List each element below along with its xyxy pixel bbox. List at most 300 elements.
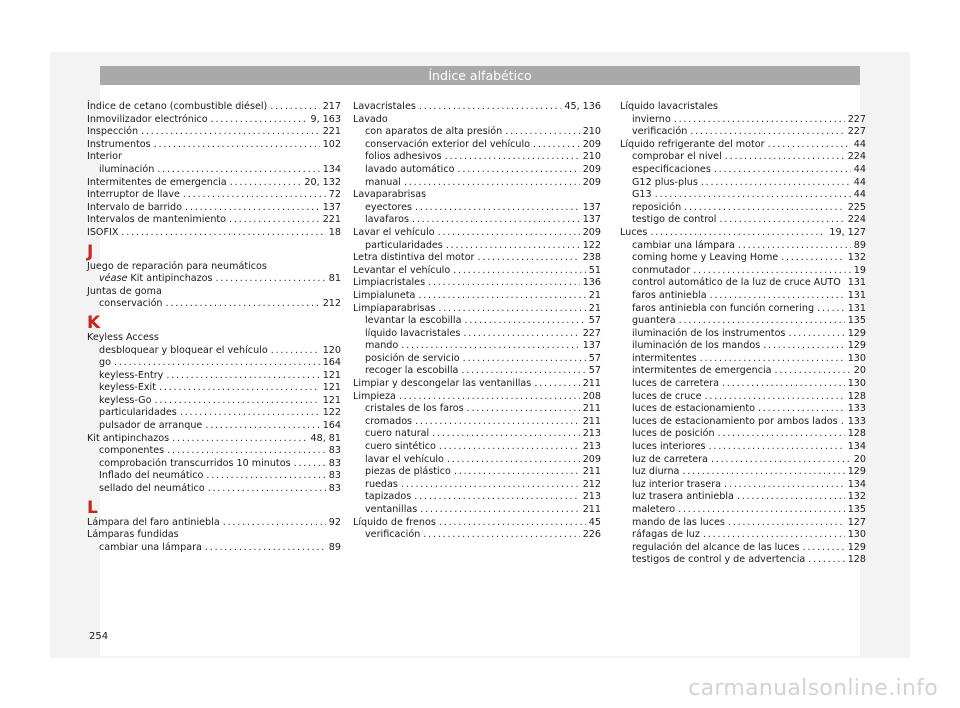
dot-leader	[844, 277, 845, 290]
page-reference[interactable]: 21	[588, 289, 601, 301]
index-entry	[87, 151, 341, 164]
index-subentry	[87, 420, 341, 433]
entry-term: Keyless Access	[87, 331, 159, 343]
dot-leader	[159, 382, 320, 395]
page-reference[interactable]: 224	[847, 214, 866, 226]
page-reference[interactable]: 164	[322, 420, 341, 432]
dot-leader	[167, 445, 326, 458]
entry-term: levantar la escobilla	[365, 315, 462, 327]
entry-term: luces de cruce	[632, 390, 702, 402]
entry-term: Lavacristales	[353, 101, 416, 112]
index-column-1	[87, 101, 341, 554]
dot-leader	[463, 328, 579, 341]
entry-term: keyless-Exit	[99, 382, 156, 394]
page-reference[interactable]: 134	[322, 163, 341, 175]
entry-term: Kit antipinchazos	[87, 432, 170, 444]
entry-term: particularidades	[365, 239, 443, 251]
index-subentry	[87, 395, 341, 408]
entry-term-text: Kit antipinchazos	[127, 273, 213, 285]
index-entry	[353, 517, 601, 530]
index-subentry	[353, 353, 601, 366]
page-reference[interactable]: 221	[322, 126, 341, 138]
index-subentry	[620, 466, 866, 479]
index-subentry	[87, 370, 341, 383]
page-reference[interactable]: 92	[328, 516, 341, 528]
index-subentry	[353, 202, 601, 215]
dot-leader	[674, 114, 845, 127]
page-reference[interactable]: 83	[328, 470, 341, 482]
dot-leader	[719, 214, 844, 227]
page-reference[interactable]: 212	[322, 298, 341, 310]
index-entry	[87, 189, 341, 202]
index-entry	[353, 101, 601, 114]
entry-term: Intermitentes de emergencia	[87, 176, 227, 188]
entry-term: verificación	[365, 529, 421, 541]
page-reference[interactable]: 44	[853, 189, 866, 201]
page-reference[interactable]: 227	[847, 113, 866, 125]
entry-term: cromados	[365, 415, 413, 427]
see-reference: véase	[99, 273, 128, 285]
entry-term: iluminación de los instrumentos	[632, 327, 786, 339]
dot-leader	[775, 365, 851, 378]
index-subentry	[87, 382, 341, 395]
dot-leader	[412, 214, 580, 227]
dot-leader	[714, 164, 851, 177]
dot-leader	[271, 345, 320, 358]
index-subentry	[620, 428, 866, 441]
dot-leader	[682, 466, 844, 479]
entry-term: posición de servicio	[365, 352, 460, 364]
index-subentry	[620, 554, 866, 567]
dot-leader	[763, 340, 844, 353]
dot-leader	[711, 454, 851, 467]
entry-term: testigo de control	[632, 214, 717, 226]
dot-leader	[185, 202, 320, 215]
page-reference[interactable]: 238	[582, 252, 601, 264]
index-subentry	[620, 240, 866, 253]
dot-leader	[718, 428, 845, 441]
page-reference[interactable]: 226	[582, 529, 601, 541]
page-reference[interactable]: 134	[847, 441, 866, 453]
index-entry	[353, 391, 601, 404]
page-reference[interactable]: 48, 81	[310, 432, 341, 444]
index-subentry	[87, 273, 341, 286]
entry-term: Lavar el vehículo	[353, 226, 435, 238]
entry-term: Líquido refrigerante del motor	[620, 138, 765, 150]
entry-term: lavado automático	[365, 163, 455, 175]
page-reference[interactable]: 9, 163	[310, 113, 341, 125]
entry-term: mando	[365, 340, 399, 352]
page-reference[interactable]: 211	[582, 415, 601, 427]
page-reference[interactable]: 130	[847, 352, 866, 364]
page-reference[interactable]: 44	[853, 138, 866, 150]
dot-leader	[154, 395, 319, 408]
page-reference[interactable]: 212	[582, 478, 601, 490]
entry-term: luces de estacionamiento	[632, 403, 755, 415]
index-entry	[87, 261, 341, 274]
dot-leader	[679, 315, 845, 328]
index-subentry	[353, 240, 601, 253]
index-entry	[87, 529, 341, 542]
page-reference[interactable]: 45, 136	[564, 101, 601, 112]
page-reference[interactable]: 211	[582, 504, 601, 515]
index-subentry	[353, 466, 601, 479]
entry-term: Juego de reparación para neumáticos	[87, 260, 267, 272]
dot-leader	[788, 328, 844, 341]
page-reference[interactable]: 132	[847, 252, 866, 264]
entry-term: invierno	[632, 113, 671, 125]
dot-leader	[205, 542, 326, 555]
dot-leader	[453, 265, 586, 278]
entry-term: Lámpara del faro antiniebla	[87, 516, 220, 528]
index-entry	[87, 433, 341, 446]
page-reference[interactable]: 122	[582, 239, 601, 251]
dot-leader	[216, 273, 326, 286]
page-reference[interactable]: 83	[328, 457, 341, 469]
page-reference[interactable]: 213	[582, 441, 601, 453]
index-subentry	[620, 403, 866, 416]
entry-term: Índice de cetano (combustible diésel)	[87, 101, 268, 112]
entry-term: Lavaparabrisas	[353, 189, 427, 201]
page-reference[interactable]: 20	[853, 365, 866, 377]
index-subentry	[353, 139, 601, 152]
dot-leader	[166, 298, 320, 311]
dot-leader	[211, 114, 308, 127]
entry-term: desbloquear y bloquear el vehículo	[99, 344, 268, 356]
dot-leader	[157, 164, 319, 177]
page-reference[interactable]: 227	[847, 126, 866, 138]
index-subentry	[620, 504, 866, 517]
entry-term: control automático de la luz de cruce AUTO	[632, 277, 841, 289]
index-subentry	[353, 491, 601, 504]
entry-term: keyless-Go	[99, 394, 152, 406]
entry-term: Levantar el vehículo	[353, 264, 451, 276]
page-reference[interactable]: 136	[582, 277, 601, 289]
page-reference[interactable]: 131	[847, 289, 866, 301]
index-subentry	[87, 164, 341, 177]
entry-term: cambiar una lámpara	[632, 239, 735, 251]
index-subentry	[87, 357, 341, 370]
page-reference[interactable]: 209	[582, 163, 601, 175]
dot-leader	[690, 126, 844, 139]
index-subentry	[620, 265, 866, 278]
index-entry	[87, 126, 341, 139]
entry-term: coming home y Leaving Home	[632, 252, 779, 264]
page-reference[interactable]: 57	[588, 365, 601, 377]
dot-leader	[803, 542, 845, 555]
index-subentry	[620, 151, 866, 164]
page-reference[interactable]: 210	[582, 126, 601, 138]
dot-leader	[399, 391, 580, 404]
dot-leader	[781, 252, 844, 265]
page-reference[interactable]: 81	[328, 273, 341, 285]
page-reference[interactable]: 129	[847, 340, 866, 352]
entry-term: particularidades	[99, 407, 177, 419]
entry-term: luz interior trasera	[632, 478, 722, 490]
entry-term: Juntas de goma	[87, 285, 162, 297]
page-reference[interactable]: 225	[847, 201, 866, 213]
dot-leader	[415, 416, 580, 429]
page-reference[interactable]: 135	[847, 315, 866, 327]
index-subentry	[620, 491, 866, 504]
page-reference[interactable]: 135	[847, 504, 866, 515]
entry-term: Lámparas fundidas	[87, 529, 179, 541]
index-subentry	[620, 340, 866, 353]
dot-leader	[768, 139, 851, 152]
index-entry	[353, 265, 601, 278]
entry-term: guantera	[632, 315, 676, 327]
index-subentry	[620, 391, 866, 404]
page-reference[interactable]: 164	[322, 357, 341, 369]
page-reference[interactable]: 131	[847, 277, 866, 289]
index-entry	[353, 303, 601, 316]
index-entry	[87, 202, 341, 215]
dot-leader	[817, 303, 845, 316]
entry-term: intermitentes de emergencia	[632, 365, 772, 377]
dot-leader	[505, 126, 579, 139]
index-subentry	[353, 315, 601, 328]
page-reference[interactable]: 137	[582, 340, 601, 352]
index-subentry	[620, 353, 866, 366]
dot-leader	[420, 504, 579, 517]
entry-term: Intervalo de barrido	[87, 201, 183, 213]
entry-term: sellado del neumático	[99, 483, 205, 495]
page-reference[interactable]: 20, 132	[304, 176, 341, 188]
page-reference[interactable]: 89	[328, 541, 341, 553]
index-entry	[353, 189, 601, 202]
page-reference[interactable]: 137	[582, 201, 601, 213]
page-reference[interactable]: 137	[582, 214, 601, 226]
entry-term: comprobación transcurridos 10 minutos	[99, 457, 291, 469]
entry-term: luces de carretera	[632, 378, 720, 390]
page-reference[interactable]: 57	[588, 315, 601, 327]
dot-leader	[414, 491, 579, 504]
entry-term: lavafaros	[365, 214, 409, 226]
page-reference[interactable]: 227	[582, 327, 601, 339]
dot-leader	[223, 517, 326, 530]
dot-leader	[419, 101, 562, 114]
page-reference[interactable]: 209	[582, 226, 601, 238]
page-reference[interactable]: 129	[847, 466, 866, 478]
index-subentry	[87, 458, 341, 471]
index-subentry	[353, 177, 601, 190]
dot-leader	[208, 483, 326, 496]
page-reference[interactable]: 121	[322, 369, 341, 381]
page-reference[interactable]: 129	[847, 541, 866, 553]
dot-leader	[428, 277, 580, 290]
page-reference[interactable]: 19	[853, 264, 866, 276]
dot-leader	[121, 227, 325, 240]
page-reference[interactable]: 211	[582, 466, 601, 478]
index-entry	[87, 139, 341, 152]
index-subentry	[87, 407, 341, 420]
dot-leader	[438, 227, 580, 240]
index-subentry	[620, 164, 866, 177]
entry-term: luz trasera antiniebla	[632, 491, 734, 503]
index-entry	[87, 517, 341, 530]
index-subentry	[87, 345, 341, 358]
page-reference[interactable]: 127	[847, 516, 866, 528]
index-subentry	[353, 403, 601, 416]
index-column-2	[353, 101, 601, 542]
page-reference[interactable]: 21	[588, 302, 601, 314]
page-reference[interactable]: 133	[847, 403, 866, 415]
dot-leader	[432, 428, 579, 441]
entry-term: ráfagas de luz	[632, 529, 700, 541]
page-reference[interactable]: 134	[847, 478, 866, 490]
entry-term: Luces	[620, 226, 648, 238]
index-subentry	[620, 277, 866, 290]
entry-term: luces de estacionamiento por ambos lados	[632, 415, 838, 427]
dot-leader	[461, 365, 585, 378]
page-reference[interactable]: 44	[853, 176, 866, 188]
page-reference[interactable]: 133	[847, 415, 866, 427]
dot-leader	[172, 433, 307, 446]
page-reference[interactable]: 128	[847, 428, 866, 440]
index-subentry	[87, 483, 341, 496]
page-reference[interactable]: 208	[582, 390, 601, 402]
page-reference[interactable]: 209	[582, 176, 601, 188]
entry-term: luces de posición	[632, 428, 715, 440]
page-reference[interactable]: 209	[582, 138, 601, 150]
page-reference[interactable]: 132	[847, 491, 866, 503]
index-subentry	[620, 290, 866, 303]
entry-term: tapizados	[365, 491, 412, 503]
entry-term: iluminación de los mandos	[632, 340, 761, 352]
page-reference[interactable]: 102	[322, 138, 341, 150]
index-subentry	[87, 298, 341, 311]
index-subentry	[620, 441, 866, 454]
dot-leader	[445, 151, 580, 164]
page-reference[interactable]: 83	[328, 483, 341, 495]
index-subentry	[353, 151, 601, 164]
page-reference[interactable]: 44	[853, 163, 866, 175]
dot-leader	[183, 189, 326, 202]
dot-leader	[534, 378, 579, 391]
index-entry	[87, 214, 341, 227]
dot-leader	[738, 240, 851, 253]
page-reference[interactable]: 217	[322, 101, 341, 112]
entry-term: especificaciones	[632, 163, 711, 175]
dot-leader	[438, 303, 585, 316]
entry-term: maletero	[632, 504, 676, 515]
entry-term: ventanillas	[365, 504, 418, 515]
dot-leader	[423, 529, 579, 542]
entry-term: luces interiores	[632, 441, 706, 453]
entry-term: lavar el vehículo	[365, 453, 444, 465]
page-reference[interactable]: 213	[582, 428, 601, 440]
section-letter: J	[87, 241, 94, 262]
index-entry	[87, 114, 341, 127]
index-subentry	[353, 365, 601, 378]
page-reference[interactable]: 221	[322, 214, 341, 226]
entry-term: keyless-Entry	[99, 369, 164, 381]
page-reference[interactable]: 122	[322, 407, 341, 419]
index-subentry	[353, 479, 601, 492]
dot-leader	[141, 126, 320, 139]
index-entry	[353, 277, 601, 290]
page-reference[interactable]: 89	[853, 239, 866, 251]
dot-leader	[705, 391, 845, 404]
page-reference[interactable]: 51	[588, 264, 601, 276]
entry-term: luz de carretera	[632, 453, 708, 465]
page-reference[interactable]: 45	[588, 516, 601, 528]
page-reference[interactable]: 120	[322, 344, 341, 356]
dot-leader	[154, 139, 320, 152]
dot-leader	[447, 454, 580, 467]
dot-leader	[722, 378, 845, 391]
entry-term: Interior	[87, 151, 122, 163]
entry-term: conservación	[99, 298, 163, 310]
page-reference[interactable]: 131	[847, 302, 866, 314]
dot-leader	[655, 189, 851, 202]
index-subentry	[353, 529, 601, 542]
page-reference[interactable]: 137	[322, 201, 341, 213]
entry-term: Limpiacristales	[353, 277, 426, 289]
dot-leader	[703, 529, 845, 542]
index-subentry	[620, 214, 866, 227]
index-column-3	[620, 101, 866, 567]
page-reference[interactable]: 121	[322, 382, 341, 394]
dot-leader	[678, 504, 845, 517]
page-reference[interactable]: 209	[582, 453, 601, 465]
index-entry	[620, 139, 866, 152]
page-reference[interactable]: 72	[328, 189, 341, 201]
page-reference[interactable]: 211	[582, 378, 601, 390]
entry-term: Instrumentos	[87, 138, 151, 150]
page-reference[interactable]: 211	[582, 403, 601, 415]
dot-leader	[684, 202, 845, 215]
page-reference[interactable]: 128	[847, 390, 866, 402]
page-reference[interactable]: 129	[847, 327, 866, 339]
page-reference[interactable]: 224	[847, 151, 866, 163]
index-subentry	[620, 126, 866, 139]
index-entry	[353, 290, 601, 303]
entry-term: Letra distintiva del motor	[353, 252, 475, 264]
page-reference[interactable]: 57	[588, 352, 601, 364]
entry-term: ruedas	[365, 478, 398, 490]
page-reference[interactable]: 19, 127	[829, 226, 866, 238]
dot-leader	[758, 403, 845, 416]
page-reference[interactable]: 128	[847, 554, 866, 566]
dot-leader	[725, 151, 845, 164]
index-subentry	[87, 542, 341, 555]
page-reference[interactable]: 130	[847, 529, 866, 541]
entry-term: regulación del alcance de las luces	[632, 541, 800, 553]
page-reference[interactable]: 210	[582, 151, 601, 163]
entry-term: manual	[365, 176, 401, 188]
page-reference[interactable]: 130	[847, 378, 866, 390]
dot-leader	[205, 420, 319, 433]
page-reference[interactable]: 18	[328, 226, 341, 238]
dot-leader	[709, 441, 845, 454]
page-reference[interactable]: 83	[328, 445, 341, 457]
entry-term: go	[99, 357, 111, 369]
dot-leader	[270, 101, 319, 114]
entry-term: cambiar una lámpara	[99, 541, 202, 553]
page-reference[interactable]: 121	[322, 394, 341, 406]
page-reference[interactable]: 20	[853, 453, 866, 465]
dot-leader	[701, 177, 851, 190]
page-reference[interactable]: 213	[582, 491, 601, 503]
index-subentry	[620, 479, 866, 492]
index-subentry	[620, 328, 866, 341]
dot-leader	[166, 370, 319, 383]
index-subentry	[353, 214, 601, 227]
dot-leader	[446, 240, 580, 253]
watermark: carmanualsonline.info	[688, 676, 938, 701]
entry-term: testigos de control y de advertencia	[632, 554, 806, 566]
